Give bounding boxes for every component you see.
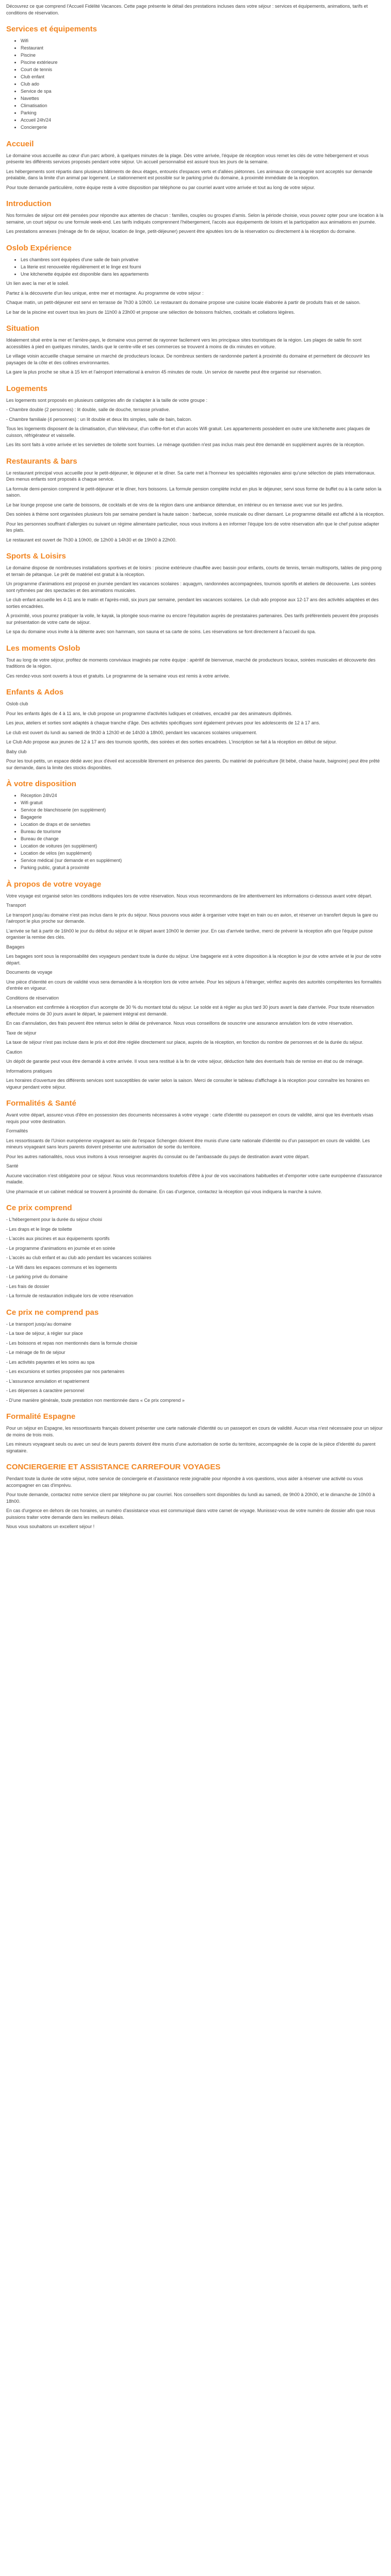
paragraph: Le restaurant principal vous accueille pour le petit-déjeuner, le déjeuner et le dîner. Sa carte met à l'honneur les spécialités régionales ainsi qu'une sélection de plats internationaux. Des menus enfants sont proposés à chaque service. bbox=[6, 470, 376, 482]
paragraph: - Les frais de dossier bbox=[6, 1283, 50, 1289]
paragraph: Le club est ouvert du lundi au samedi de 9h30 à 12h30 et de 14h30 à 18h00, pendant les vacances scolaires uniquement. bbox=[6, 730, 257, 735]
list-item: • Club ado bbox=[21, 81, 385, 88]
list-item: • Piscine extérieure bbox=[21, 59, 385, 66]
paragraph: Le domaine vous accueille au cœur d'un parc arboré, à quelques minutes de la plage. Dès votre arrivée, l'équipe de réception vous remet les clés de votre hébergement et vous présente les différents services proposés pendant votre séjour. Un accueil personnalisé est assuré tous les jours de la semaine. bbox=[6, 152, 369, 164]
list-item: • Bureau de tourisme bbox=[21, 828, 385, 835]
list-item: • Court de tennis bbox=[21, 66, 385, 73]
paragraph: Les jeux, ateliers et sorties sont adaptés à chaque tranche d'âge. Des activités spécifiques sont également prévues pour les adolescents de 12 à 17 ans. bbox=[6, 720, 320, 725]
paragraph: La gare la plus proche se situe à 15 km et l'aéroport international à environ 45 minutes de route. Un service de navette peut être organisé sur réservation. bbox=[6, 369, 322, 375]
paragraph: L'arrivée se fait à partir de 16h00 le jour du début du séjour et le départ avant 10h00 le dernier jour. En cas d'arrivée tardive, merci de prévenir la réception afin que l'équipe puisse organiser la remise des clés. bbox=[6, 928, 373, 940]
section bbox=[6, 643, 385, 680]
paragraph: Les lits sont faits à votre arrivée et les serviettes de toilette sont fournies. Le ménage quotidien n'est pas inclus mais peut être demandé en supplément auprès de la réception. bbox=[6, 442, 365, 447]
section bbox=[6, 24, 385, 131]
paragraph: - Les dépenses à caractère personnel bbox=[6, 1388, 85, 1393]
list-item: • Parking public, gratuit à proximité bbox=[21, 865, 385, 871]
section-title: Services et équipements bbox=[6, 25, 97, 33]
paragraph: Le club enfant accueille les 4-11 ans le matin et l'après-midi, six jours par semaine, pendant les vacances scolaires. Le club ado propose aux 12-17 ans des activités adaptées et des sorties encadrées. bbox=[6, 597, 379, 609]
section bbox=[6, 779, 385, 871]
paragraph: Oslob club bbox=[6, 701, 28, 706]
paragraph: Ces rendez-vous sont ouverts à tous et gratuits. Le programme de la semaine vous est remis à votre arrivée. bbox=[6, 673, 230, 679]
paragraph: Tout au long de votre séjour, profitez de moments conviviaux imaginés par notre équipe : apéritif de bienvenue, marché de producteurs locaux, soirées musicales et découverte des traditions de la région. bbox=[6, 657, 376, 669]
paragraph: - Les draps et le linge de toilette bbox=[6, 1226, 72, 1232]
paragraph: Votre voyage est organisé selon les conditions indiquées lors de votre réservation. Nous vous recommandons de lire attentivement les informations ci-dessous avant votre départ. bbox=[6, 893, 372, 899]
intro-text: Découvrez ce que comprend l'Accueil Fidélité Vacances. Cette page présente le détail des prestations incluses dans votre séjour : services et équipements, animations, tarifs et conditions de réservation. bbox=[6, 4, 368, 15]
list-item: • Restaurant bbox=[21, 45, 385, 52]
paragraph: Le village voisin accueille chaque semaine un marché de producteurs locaux. De nombreux sentiers de randonnée partent à proximité du domaine et permettent de découvrir les paysages de la côte et des collines environnantes. bbox=[6, 353, 370, 365]
list-item: • Location de draps et de serviettes bbox=[21, 821, 385, 828]
section bbox=[6, 139, 385, 191]
list-item: • Bureau de change bbox=[21, 836, 385, 842]
paragraph: La réservation est confirmée à réception d'un acompte de 30 % du montant total du séjour. Le solde est à régler au plus tard 30 jours avant la date d'arrivée. Pour toute réservation effectuée moins de 30 jours avant le départ, le paiement intégral est demandé. bbox=[6, 1005, 374, 1016]
list-item: • Une kitchenette équipée est disponible dans les appartements bbox=[21, 271, 385, 278]
paragraph: Les horaires d'ouverture des différents services sont susceptibles de varier selon la saison. Merci de consulter le tableau d'affichage à la réception pour connaître les horaires en vigueur pendant votre séjour. bbox=[6, 1078, 369, 1090]
paragraph: Le restaurant est ouvert de 7h30 à 10h00, de 12h00 à 14h30 et de 19h00 à 22h00. bbox=[6, 537, 177, 543]
list-item: • Club enfant bbox=[21, 74, 385, 80]
paragraph: Pour les autres nationalités, nous vous invitons à vous renseigner auprès du consulat ou de l'ambassade du pays de destination avant votre départ. bbox=[6, 1154, 310, 1159]
section-title: Sports & Loisirs bbox=[6, 552, 66, 561]
paragraph: Pour toute demande particulière, notre équipe reste à votre disposition par téléphone ou par courriel avant votre arrivée et tout au long de votre séjour. bbox=[6, 184, 315, 190]
bullet-list bbox=[6, 38, 385, 131]
paragraph: Aucune vaccination n'est obligatoire pour ce séjour. Nous vous recommandons toutefois d'être à jour de vos vaccinations habituelles et d'emporter votre carte européenne d'assurance maladie. bbox=[6, 1173, 382, 1184]
list-item: • Wifi bbox=[21, 38, 385, 44]
paragraph: Des soirées à thème sont organisées plusieurs fois par semaine pendant la haute saison : barbecue, soirée musicale ou dîner dansant. Le programme détaillé est affiché à la réception. bbox=[6, 512, 385, 517]
section bbox=[6, 687, 385, 771]
list-item: • Service de blanchisserie (en supplément) bbox=[21, 807, 385, 814]
paragraph: - Le transport jusqu'au domaine bbox=[6, 1321, 72, 1327]
paragraph: Une pièce d'identité en cours de validité vous sera demandée à la réception lors de votre arrivée. Pour les séjours à l'étranger, vérifiez auprès des autorités compétentes les formalités d'entrée en vigueur. bbox=[6, 979, 382, 991]
paragraph: - Chambre familiale (4 personnes) : un lit double et deux lits simples, salle de bain, balcon. bbox=[6, 416, 192, 422]
list-item: • Réception 24h/24 bbox=[21, 792, 385, 799]
section-title: À votre disposition bbox=[6, 779, 76, 788]
paragraph: Pour les personnes souffrant d'allergies ou suivant un régime alimentaire particulier, nous vous invitons à en informer l'équipe lors de votre réservation afin que le chef puisse adapter les plats. bbox=[6, 521, 380, 533]
paragraph: Le spa du domaine vous invite à la détente avec son hammam, son sauna et sa carte de soins. Les réservations se font directement à l'accueil du spa. bbox=[6, 629, 316, 634]
list-item: • Piscine bbox=[21, 52, 385, 59]
paragraph: Les hébergements sont répartis dans plusieurs bâtiments de deux étages, entourés d'espaces verts et d'allées piétonnes. Les animaux de compagnie sont acceptés sur demande préalable, dans la limite d'un animal par logement. Le stationnement est possible sur le parking privé du domaine, à proximité immédiate de la réception. bbox=[6, 168, 372, 180]
section-title: Formalités & Santé bbox=[6, 1099, 76, 1108]
paragraph: - La formule de restauration indiquée lors de votre réservation bbox=[6, 1293, 134, 1298]
paragraph: - L'assurance annulation et rapatriement bbox=[6, 1378, 89, 1384]
section-title: Formalité Espagne bbox=[6, 1412, 76, 1421]
paragraph: - L'accès aux piscines et aux équipements sportifs bbox=[6, 1236, 110, 1241]
paragraph: Documents de voyage bbox=[6, 970, 53, 975]
paragraph: La taxe de séjour n'est pas incluse dans le prix et doit être réglée directement sur place, auprès de la réception, en fonction du nombre de personnes et de la durée du séjour. bbox=[6, 1040, 364, 1045]
section bbox=[6, 324, 385, 376]
paragraph: - Chambre double (2 personnes) : lit double, salle de douche, terrasse privative. bbox=[6, 407, 170, 412]
paragraph: Les ressortissants de l'Union européenne voyageant au sein de l'espace Schengen doivent être munis d'une carte nationale d'identité ou d'un passeport en cours de validité. Les mineurs voyageant sans leurs parents doivent présenter une autorisation de sortie du territoire. bbox=[6, 1138, 370, 1149]
paragraph: Une pharmacie et un cabinet médical se trouvent à proximité du domaine. En cas d'urgence, contactez la réception qui vous indiquera la marche à suivre. bbox=[6, 1189, 322, 1194]
section bbox=[6, 384, 385, 448]
paragraph: Transport bbox=[6, 903, 26, 908]
section bbox=[6, 1412, 385, 1454]
section bbox=[6, 199, 385, 235]
section bbox=[6, 1462, 385, 1530]
bullet-list bbox=[6, 257, 385, 278]
paragraph: Les logements sont proposés en plusieurs catégories afin de s'adapter à la taille de votre groupe : bbox=[6, 397, 207, 403]
paragraph: Un dépôt de garantie peut vous être demandé à votre arrivée. Il vous sera restitué à la fin de votre séjour, déduction faite des éventuels frais de remise en état ou de ménage. bbox=[6, 1059, 364, 1064]
paragraph: - La taxe de séjour, à régler sur place bbox=[6, 1331, 83, 1336]
paragraph: - L'hébergement pour la durée du séjour choisi bbox=[6, 1217, 102, 1222]
section bbox=[6, 243, 385, 316]
paragraph: - Le ménage de fin de séjour bbox=[6, 1350, 66, 1355]
list-item: • Service médical (sur demande et en supplément) bbox=[21, 857, 385, 864]
paragraph: Caution bbox=[6, 1049, 23, 1055]
paragraph: Pour les tout-petits, un espace dédié avec jeux d'éveil est accessible librement en présence des parents. Du matériel de puériculture (lit bébé, chaise haute, baignoire) peut être prêté sur demande, dans la limite des stocks disponibles. bbox=[6, 758, 380, 770]
paragraph: - L'accès au club enfant et au club ado pendant les vacances scolaires bbox=[6, 1255, 152, 1260]
paragraph: Pour un séjour en Espagne, les ressortissants français doivent présenter une carte nationale d'identité ou un passeport en cours de validité. Aucun visa n'est nécessaire pour un séjour de moins de trois mois. bbox=[6, 1426, 383, 1437]
paragraph: Tous les logements disposent de la climatisation, d'un téléviseur, d'un coffre-fort et d'un accès Wifi gratuit. Les appartements possèdent en outre une kitchenette avec plaques de cuisson, réfrigérateur et vaisselle. bbox=[6, 426, 370, 438]
paragraph: Pour les enfants âgés de 4 à 11 ans, le club propose un programme d'activités ludiques et créatives, encadré par des animateurs diplômés. bbox=[6, 710, 292, 716]
paragraph: Partez à la découverte d'un lieu unique, entre mer et montagne. Au programme de votre séjour : bbox=[6, 290, 204, 296]
paragraph: - Le Wifi dans les espaces communs et les logements bbox=[6, 1264, 117, 1270]
paragraph: Les mineurs voyageant seuls ou avec un seul de leurs parents doivent être munis d'une autorisation de sortie du territoire, accompagnée de la copie de la pièce d'identité du parent signataire. bbox=[6, 1442, 376, 1453]
list-item: • Accueil 24h/24 bbox=[21, 117, 385, 124]
paragraph: - Les boissons et repas non mentionnés dans la formule choisie bbox=[6, 1340, 138, 1346]
paragraph: Conditions de réservation bbox=[6, 995, 59, 1001]
list-item: • Location de vélos (en supplément) bbox=[21, 850, 385, 857]
section-title: Introduction bbox=[6, 199, 52, 208]
paragraph: Les bagages sont sous la responsabilité des voyageurs pendant toute la durée du séjour. Une bagagerie est à votre disposition à la réception le jour de votre arrivée et le jour de votre départ. bbox=[6, 954, 381, 965]
section-title: Ce prix ne comprend pas bbox=[6, 1308, 99, 1317]
paragraph: Un lien avec la mer et le soleil. bbox=[6, 281, 70, 286]
paragraph: Pour toute demande, contactez notre service client par téléphone ou par courriel. Nos conseillers sont disponibles du lundi au samedi, de 9h00 à 20h00, et le dimanche de 10h00 à 18h00. bbox=[6, 1492, 375, 1504]
paragraph: Formalités bbox=[6, 1128, 28, 1133]
list-item: • Parking bbox=[21, 110, 385, 116]
section-title: CONCIERGERIE ET ASSISTANCE CARREFOUR VOYAGES bbox=[6, 1463, 221, 1471]
paragraph: Chaque matin, un petit-déjeuner est servi en terrasse de 7h30 à 10h00. Le restaurant du domaine propose une cuisine locale élaborée à partir de produits frais et de saison. bbox=[6, 300, 361, 305]
paragraph: La formule demi-pension comprend le petit-déjeuner et le dîner, hors boissons. La formule pension complète inclut en plus le déjeuner, servi sous forme de buffet ou à la carte selon la saison. bbox=[6, 486, 382, 498]
section-title: À propos de votre voyage bbox=[6, 879, 102, 889]
paragraph: En cas d'annulation, des frais peuvent être retenus selon le délai de prévenance. Nous vous conseillons de souscrire une assurance annulation lors de votre réservation. bbox=[6, 1021, 353, 1026]
paragraph: Idéalement situé entre la mer et l'arrière-pays, le domaine vous permet de rayonner facilement vers les principaux sites touristiques de la région. Les plages de sable fin sont accessibles à pied en quelques minutes, tandis que le centre-ville et ses commerces se trouvent à moins de dix minutes en voiture. bbox=[6, 337, 362, 349]
paragraph: Taxe de séjour bbox=[6, 1030, 37, 1036]
list-item: • Navettes bbox=[21, 95, 385, 102]
section-title: Situation bbox=[6, 324, 40, 333]
paragraph: - D'une manière générale, toute prestation non mentionnée dans « Ce prix comprend » bbox=[6, 1397, 185, 1403]
section bbox=[6, 551, 385, 635]
paragraph: Baby club bbox=[6, 749, 27, 754]
section-title: Restaurants & bars bbox=[6, 456, 77, 466]
paragraph: Le bar lounge propose une carte de boissons, de cocktails et de vins de la région dans une ambiance détendue, en intérieur ou en terrasse avec vue sur les jardins. bbox=[6, 502, 344, 507]
list-item: • Conciergerie bbox=[21, 124, 385, 131]
bullet-list bbox=[6, 792, 385, 871]
list-item: • Climatisation bbox=[21, 103, 385, 109]
paragraph: À proximité, vous pourrez pratiquer la voile, le kayak, la plongée sous-marine ou encore l'équitation auprès de prestataires partenaires. Des tarifs préférentiels peuvent être proposés sur présentation de votre carte de séjour. bbox=[6, 613, 379, 625]
paragraph: Pendant toute la durée de votre séjour, notre service de conciergerie et d'assistance reste joignable pour répondre à vos questions, vous aider à réserver une activité ou vous accompagner en cas d'imprévu. bbox=[6, 1476, 363, 1488]
paragraph: En cas d'urgence en dehors de ces horaires, un numéro d'assistance vous est communiqué dans votre carnet de voyage. Munissez-vous de votre numéro de dossier afin que nous puissions traiter votre demande dans les meilleurs délais. bbox=[6, 1508, 376, 1520]
paragraph: Le transport jusqu'au domaine n'est pas inclus dans le prix du séjour. Nous pouvons vous aider à organiser votre trajet en train ou en avion, et réserver un transfert depuis la gare ou l'aéroport le plus proche sur demande. bbox=[6, 912, 378, 924]
list-item: • Les chambres sont équipées d'une salle de bain privative bbox=[21, 257, 385, 263]
paragraph: Avant votre départ, assurez-vous d'être en possession des documents nécessaires à votre voyage : carte d'identité ou passeport en cours de validité, ainsi que les éventuels visas requis pour votre destination. bbox=[6, 1112, 373, 1124]
paragraph: Les prestations annexes (ménage de fin de séjour, location de linge, petit-déjeuner) peuvent être ajoutées lors de la réservation ou directement à la réception du domaine. bbox=[6, 229, 356, 234]
paragraph: Informations pratiques bbox=[6, 1068, 53, 1074]
paragraph: - Le programme d'animations en journée et en soirée bbox=[6, 1245, 116, 1251]
section-title: Enfants & Ados bbox=[6, 688, 64, 697]
paragraph: Le Club Ado propose aux jeunes de 12 à 17 ans des tournois sportifs, des soirées et des sorties encadrées. L'inscription se fait à la réception en début de séjour. bbox=[6, 739, 337, 744]
section-title: Ce prix comprend bbox=[6, 1204, 72, 1212]
sections-container bbox=[6, 24, 385, 1530]
list-item: • Wifi gratuit bbox=[21, 800, 385, 806]
paragraph: Un programme d'animations est proposé en journée pendant les vacances scolaires : aquagym, randonnées accompagnées, tournois sportifs et ateliers de découverte. Les soirées sont rythmées par des spectacles et des animations musicales. bbox=[6, 581, 376, 593]
paragraph: Nous vous souhaitons un excellent séjour ! bbox=[6, 1524, 95, 1529]
section bbox=[6, 879, 385, 1091]
paragraph: Nos formules de séjour ont été pensées pour répondre aux attentes de chacun : familles, couples ou groupes d'amis. Selon la période choisie, vous pouvez opter pour une location à la semaine, un court séjour ou une formule week-end. Les tarifs indiqués comprennent l'hébergement, l'accès aux équipements de loisirs et la participation aux animations en journée. bbox=[6, 213, 384, 225]
paragraph: - Les excursions et sorties proposées par nos partenaires bbox=[6, 1369, 125, 1374]
list-item: • Bagagerie bbox=[21, 814, 385, 821]
list-item: • Location de voitures (en supplément) bbox=[21, 843, 385, 850]
list-item: • La literie est renouvelée régulièrement et le linge est fourni bbox=[21, 264, 385, 270]
section bbox=[6, 1098, 385, 1195]
section-title: Les moments Oslob bbox=[6, 643, 80, 653]
paragraph: Le bar de la piscine est ouvert tous les jours de 11h00 à 23h00 et propose une sélection de boissons fraîches, cocktails et collations légères. bbox=[6, 309, 295, 315]
paragraph: - Les activités payantes et les soins au spa bbox=[6, 1359, 95, 1365]
paragraph: Bagages bbox=[6, 944, 25, 950]
list-item: • Service de spa bbox=[21, 88, 385, 95]
section-title: Logements bbox=[6, 384, 48, 393]
paragraph: - Le parking privé du domaine bbox=[6, 1274, 68, 1279]
paragraph: Santé bbox=[6, 1163, 19, 1168]
paragraph: Le domaine dispose de nombreuses installations sportives et de loisirs : piscine extérieure chauffée avec bassin pour enfants, courts de tennis, terrain multisports, tables de ping-pong et terrain de pétanque. Le prêt de matériel est gratuit à la réception. bbox=[6, 565, 382, 577]
section-title: Accueil bbox=[6, 139, 34, 148]
section bbox=[6, 456, 385, 544]
section bbox=[6, 1308, 385, 1404]
section-title: Oslob Expérience bbox=[6, 243, 72, 252]
section bbox=[6, 1203, 385, 1299]
